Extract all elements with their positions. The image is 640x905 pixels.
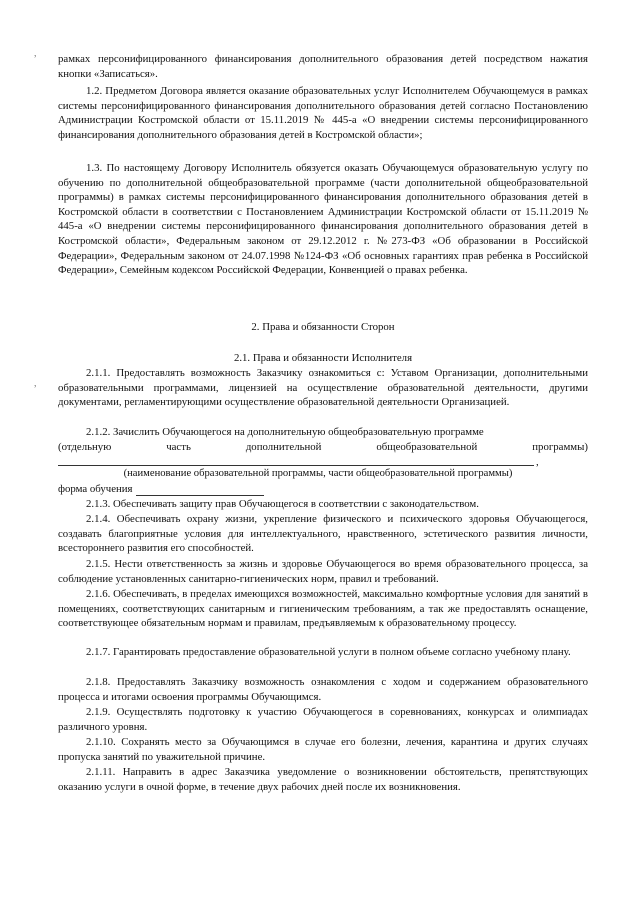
paragraph-2-1-8: 2.1.8. Предоставлять Заказчику возможность ознакомления с ходом и содержанием образовательного процесса и итогами освоения программы Обучающимся. (58, 676, 588, 703)
paragraph-1-2: 1.2. Предметом Договора является оказание образовательных услуг Исполнителем Обучающемуся в рамках системы персонифицированного финансирования дополнительного образования детей согласно Постановлению Администрации Костромской области от 15.11.2019 № 445-а «О внедрении системы персонифицированного финансирования дополнительного образования детей в Костромской области»; (58, 85, 588, 141)
program-name-blank-line (58, 465, 534, 466)
paragraph-1-1-continuation: рамках персонифицированного финансирования дополнительного образования детей посредством нажатия кнопки «Записаться». (58, 53, 588, 80)
program-name-caption: (наименование образовательной программы, части общеобразовательной программы) (123, 468, 513, 479)
paragraph-2-1-7: 2.1.7. Гарантировать предоставление образовательной услуги в полном объеме согласно учебному плану. (86, 646, 571, 658)
paragraph-2-1-10: 2.1.10. Сохранять место за Обучающимся в случае его болезни, лечения, карантина и других случаях пропуска занятий по уважительной причине. (58, 736, 588, 763)
form-of-study-label: форма обучения (58, 483, 133, 495)
paragraph-2-1-2-line-1: 2.1.2. Зачислить Обучающегося на дополнительную общеобразовательную программе (86, 426, 484, 438)
blank-line-comma: , (536, 456, 539, 468)
paragraph-2-1-5: 2.1.5. Нести ответственность за жизнь и здоровье Обучающегося во время образовательного процесса, за соблюдение установленных санитарно-гигиенических норм, правил и требований. (58, 558, 588, 585)
section-2-title: 2. Права и обязанности Сторон (251, 321, 395, 333)
paragraph-2-1-9: 2.1.9. Осуществлять подготовку к участию Обучающегося в соревнованиях, конкурсах и олимпиадах различного уровня. (58, 706, 588, 733)
paragraph-2-1-1: 2.1.1. Предоставлять возможность Заказчику ознакомиться с: Уставом Организации, дополнительными образовательными программами, лицензией на осуществление образовательной деятельности, другими документами, регламентирующими осуществление образовательной деятельности Организацией. (58, 367, 588, 409)
paragraph-1-3: 1.3. По настоящему Договору Исполнитель обязуется оказать Обучающемуся образовательную услугу по обучению по дополнительной общеобразовательной программе (части дополнительной общеобразовательной программы) в рамках системы персонифицированного финансирования дополнительного образования детей в Костромской области в соответствии с Постановлением Администрации Костромской области от 15.11.2019 № 445-а «О внедрении системы персонифицированного финансирования дополнительного образования детей в Костромской области», Федеральным законом от 29.12.2012 г. №273-ФЗ «Об образовании в Российской Федерации», Федеральным законом от 24.07.1998 №124-ФЗ «Об основных гарантиях прав ребенка в Российской Федерации», Семейным кодексом Российской Федерации, Конвенцией о правах ребенка. (58, 162, 588, 277)
paragraph-2-1-4: 2.1.4. Обеспечивать охрану жизни, укрепление физического и психического здоровья Обучающегося, создавать благоприятные условия для интеллектуального, нравственного, эстетического развития личности, всестороннего развития его способностей. (58, 513, 588, 555)
margin-mark: , (34, 378, 37, 389)
paragraph-2-1-11: 2.1.11. Направить в адрес Заказчика уведомление о возникновении обстоятельств, препятствующих оказанию услуги в очной форме, в течение двух рабочих дней после их возникновения. (58, 766, 588, 793)
form-of-study-blank-line (136, 495, 264, 496)
paragraph-2-1-2-line-2: (отдельную часть дополнительной общеобразовательной программы) (58, 441, 588, 453)
paragraph-2-1-3: 2.1.3. Обеспечивать защиту прав Обучающегося в соответствии с законодательством. (86, 498, 479, 510)
section-2-1-title: 2.1. Права и обязанности Исполнителя (233, 352, 413, 364)
paragraph-2-1-6: 2.1.6. Обеспечивать, в пределах имеющихся возможностей, максимально комфортные условия для занятий в помещениях, соответствующих санитарным и гигиеническим требованиям, а так же предоставлять оснащение, соответствующее обязательным нормам и правилам, предъявляемым к образовательному процессу. (58, 588, 588, 630)
margin-mark: , (34, 48, 37, 59)
